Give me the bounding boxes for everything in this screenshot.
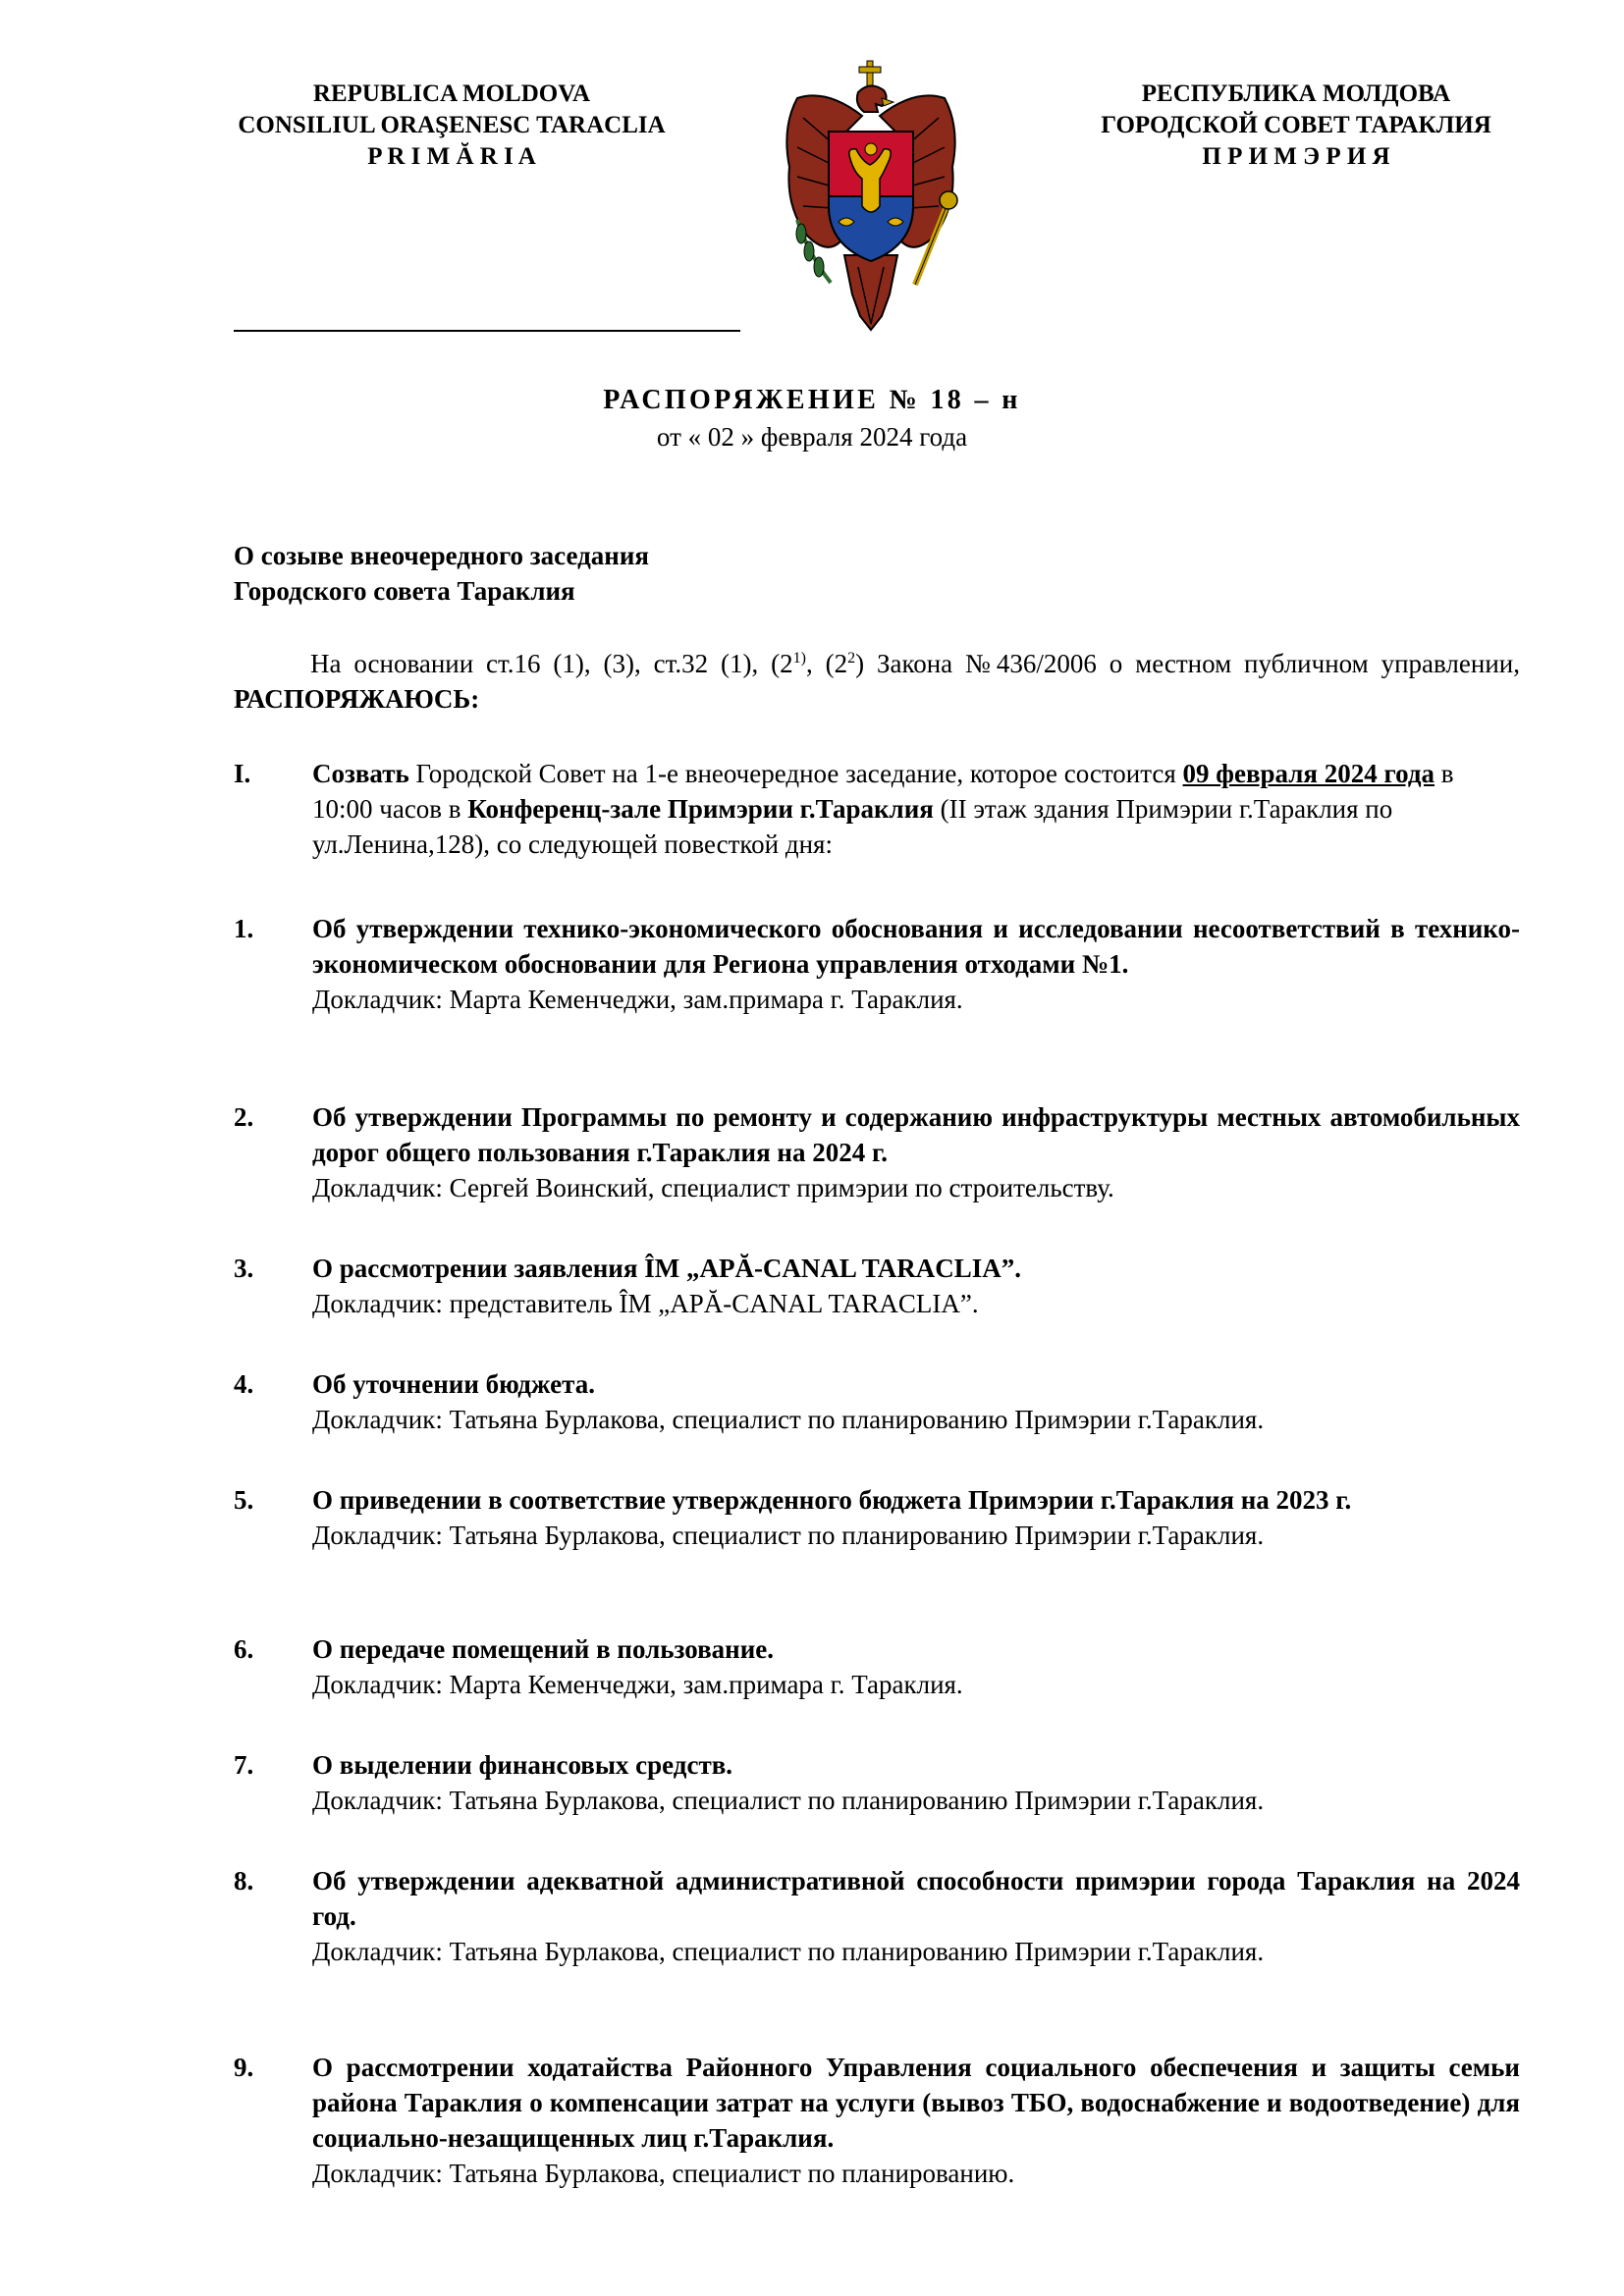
agenda-item-9 [234, 2050, 1520, 2191]
agenda-item-speaker: Докладчик: представитель ÎM „APĂ-CANAL TARACLIA”. [312, 1289, 979, 1318]
agenda-item-number: 3. [234, 1254, 254, 1283]
agenda-item-speaker: Докладчик: Татьяна Бурлакова, специалист по планированию. [312, 2159, 1015, 2188]
header-left-line-1: REPUBLICA MOLDOVA [312, 80, 591, 107]
agenda-item-title: О рассмотрении заявления ÎM „APĂ-CANAL TARACLIA”. [312, 1254, 1021, 1283]
document-title: РАСПОРЯЖЕНИЕ № 18 – н [603, 385, 1021, 415]
agenda-item-title: Об утверждении адекватной административной способности примэрии города Тараклия на 2024 год. [312, 1866, 1520, 1931]
agenda-item-7 [234, 1747, 1520, 1818]
agenda-item-title: О выделении финансовых средств. [312, 1750, 733, 1780]
preamble-decree: РАСПОРЯЖАЮСЬ: [234, 684, 480, 714]
agenda-item-title: Об уточнении бюджета. [312, 1369, 595, 1399]
section-convene-verb: Созвать [312, 759, 409, 788]
agenda-item-number: 1. [234, 914, 254, 943]
preamble-paragraph [234, 646, 1520, 717]
section-text-2: в 10:00 часов в [312, 759, 1454, 824]
header-divider [234, 330, 740, 332]
meeting-date: 09 февраля 2024 года [1182, 759, 1435, 788]
agenda-item-6 [234, 1631, 1520, 1702]
preamble-text-3: ) Закона №436/2006 о местном публичном управлении, [855, 649, 1520, 678]
agenda-item-number: 7. [234, 1750, 254, 1780]
preamble-text-2: , (2 [805, 649, 848, 678]
agenda-item-speaker: Докладчик: Татьяна Бурлакова, специалист по планированию Примэрии г.Тараклия. [312, 1405, 1265, 1434]
preamble-text-1: На основании ст.16 (1), (3), ст.32 (1), (2 [310, 649, 793, 678]
agenda-item-8 [234, 1863, 1520, 1969]
agenda-item-5 [234, 1482, 1520, 1553]
agenda-item-2 [234, 1099, 1520, 1205]
header-right-line-3: П Р И М Э Р И Я [1202, 143, 1390, 170]
header-left-line-3: P R I M Ă R I A [367, 143, 536, 170]
preamble-sup-1: 1) [792, 650, 806, 667]
header-left-line-2: CONSILIUL ORAŞENESC TARACLIA [238, 112, 666, 138]
agenda-item-number: 4. [234, 1369, 254, 1399]
agenda-item-4 [234, 1366, 1520, 1437]
preamble-sup-2: 2 [847, 650, 856, 667]
header-right-line-1: РЕСПУБЛИКА МОЛДОВА [1141, 80, 1451, 107]
subject-line-1: О созыве внеочередного заседания [234, 541, 649, 570]
subject-line-2: Городского совета Тараклия [234, 576, 575, 606]
agenda-item-speaker: Докладчик: Марта Кеменчеджи, зам.примара г. Тараклия. [312, 985, 963, 1014]
meeting-place: Конференц-зале Примэрии г.Тараклия [467, 794, 934, 824]
section-convene [234, 756, 1520, 862]
agenda-item-title: Об утверждении Программы по ремонту и содержанию инфраструктуры местных автомобильных дорог общего пользования г.Тараклия на 2024 г. [312, 1102, 1520, 1167]
agenda-item-title: О приведении в соответствие утвержденного бюджета Примэрии г.Тараклия на 2023 г. [312, 1485, 1352, 1515]
header-right-line-2: ГОРОДСКОЙ СОВЕТ ТАРАКЛИЯ [1101, 112, 1491, 138]
agenda-item-3 [234, 1251, 1520, 1321]
agenda-item-speaker: Докладчик: Марта Кеменчеджи, зам.примара г. Тараклия. [312, 1670, 963, 1699]
agenda-item-number: 9. [234, 2053, 254, 2082]
agenda-item-number: 5. [234, 1485, 254, 1515]
agenda-item-title: О рассмотрении ходатайства Районного Управления социального обеспечения и защиты семьи района Тараклия о компенсации затрат на услуги (вывоз ТБО, водоснабжение и водоотведение) для социально-незащищенных лиц г.Тараклия. [312, 2053, 1520, 2153]
agenda-item-speaker: Докладчик: Татьяна Бурлакова, специалист по планированию Примэрии г.Тараклия. [312, 1786, 1265, 1815]
header-russian [1060, 79, 1532, 173]
agenda-item-number: 8. [234, 1866, 254, 1896]
agenda-item-1 [234, 911, 1520, 1017]
agenda-item-number: 6. [234, 1634, 254, 1664]
document-subject [234, 538, 649, 609]
section-body [312, 756, 1520, 862]
header-romanian [206, 79, 697, 173]
section-text-1: Городской Совет на 1-е внеочередное заседание, которое состоится [408, 759, 1183, 788]
coat-of-arms-icon [768, 59, 974, 336]
agenda-item-title: Об утверждении технико-экономического обоснования и исследовании несоответствий в технико-экономическом обосновании для Региона управления отходами №1. [312, 914, 1520, 979]
agenda-item-speaker: Докладчик: Сергей Воинский, специалист примэрии по строительству. [312, 1173, 1114, 1202]
agenda-item-speaker: Докладчик: Татьяна Бурлакова, специалист по планированию Примэрии г.Тараклия. [312, 1937, 1265, 1966]
agenda-item-title: О передаче помещений в пользование. [312, 1634, 774, 1664]
agenda-item-number: 2. [234, 1102, 254, 1132]
section-number: I. [234, 759, 251, 788]
agenda-item-speaker: Докладчик: Татьяна Бурлакова, специалист по планированию Примэрии г.Тараклия. [312, 1521, 1265, 1550]
section-text-3: (II этаж здания Примэрии г.Тараклия по ул.Ленина,128), со следующей повесткой дня: [312, 794, 1393, 859]
document-date: от « 02 » февраля 2024 года [656, 422, 968, 452]
